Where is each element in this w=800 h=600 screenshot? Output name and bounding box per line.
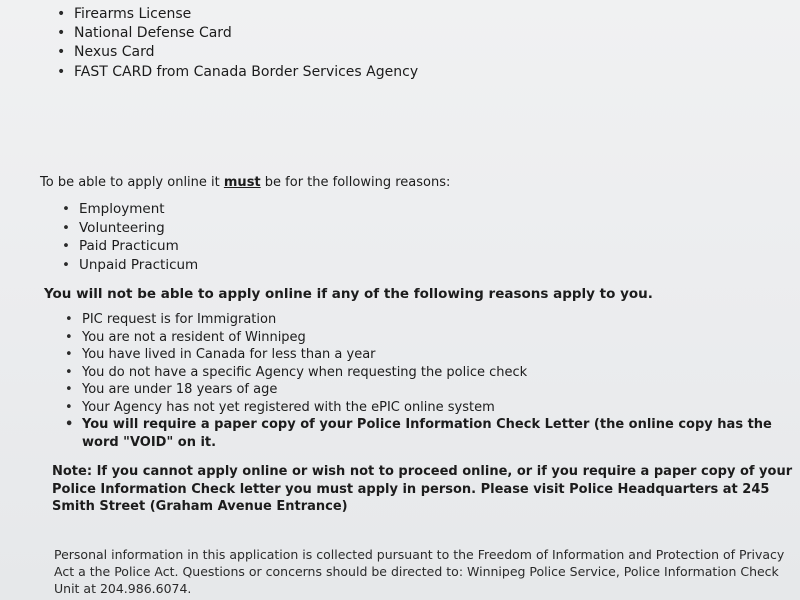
reasons-list [79, 200, 198, 274]
list-item: • You are under 18 years of age [82, 381, 794, 399]
list-item: • FAST CARD from Canada Border Services Agency [74, 63, 418, 82]
not-online-list [82, 311, 794, 451]
list-item: • PIC request is for Immigration [82, 311, 794, 329]
list-item: • Nexus Card [74, 43, 418, 62]
list-item: • Employment [79, 200, 198, 219]
list-item: • Firearms License [74, 5, 418, 24]
list-item: • Paid Practicum [79, 237, 198, 256]
list-item: • Volunteering [79, 219, 198, 238]
not-online-heading: You will not be able to apply online if any of the following reasons apply to you. [44, 286, 653, 302]
paper-copy-item: • You will require a paper copy of your Police Information Check Letter (the online copy has the word "VOID" on it. [82, 416, 794, 451]
privacy-notice: Personal information in this application is collected pursuant to the Freedom of Information and Protection of Privacy Act a the Police Act. Questions or concerns should be directed to: Winnipeg Police Service, Police Information Check Unit at 204.986.6074. [54, 547, 785, 596]
reasons-intro [40, 175, 450, 190]
reasons-intro-before: To be able to apply online it [40, 175, 224, 190]
accepted-id-list [74, 5, 418, 82]
list-item: • National Defense Card [74, 24, 418, 43]
list-item: • You have lived in Canada for less than a year [82, 346, 794, 364]
in-person-note: Note: If you cannot apply online or wish not to proceed online, or if you require a paper copy of your Police Information Check letter you must apply in person. Please visit Police Headquarters at 245 Smith Street (Graham Avenue Entrance) [52, 464, 793, 514]
list-item: • Your Agency has not yet registered with the ePIC online system [82, 399, 794, 417]
reasons-intro-after: be for the following reasons: [260, 175, 451, 190]
list-item: • You are not a resident of Winnipeg [82, 329, 794, 347]
list-item: • You do not have a specific Agency when requesting the police check [82, 364, 794, 382]
reasons-intro-emphasis: must [223, 175, 261, 190]
list-item: • Unpaid Practicum [79, 256, 198, 275]
